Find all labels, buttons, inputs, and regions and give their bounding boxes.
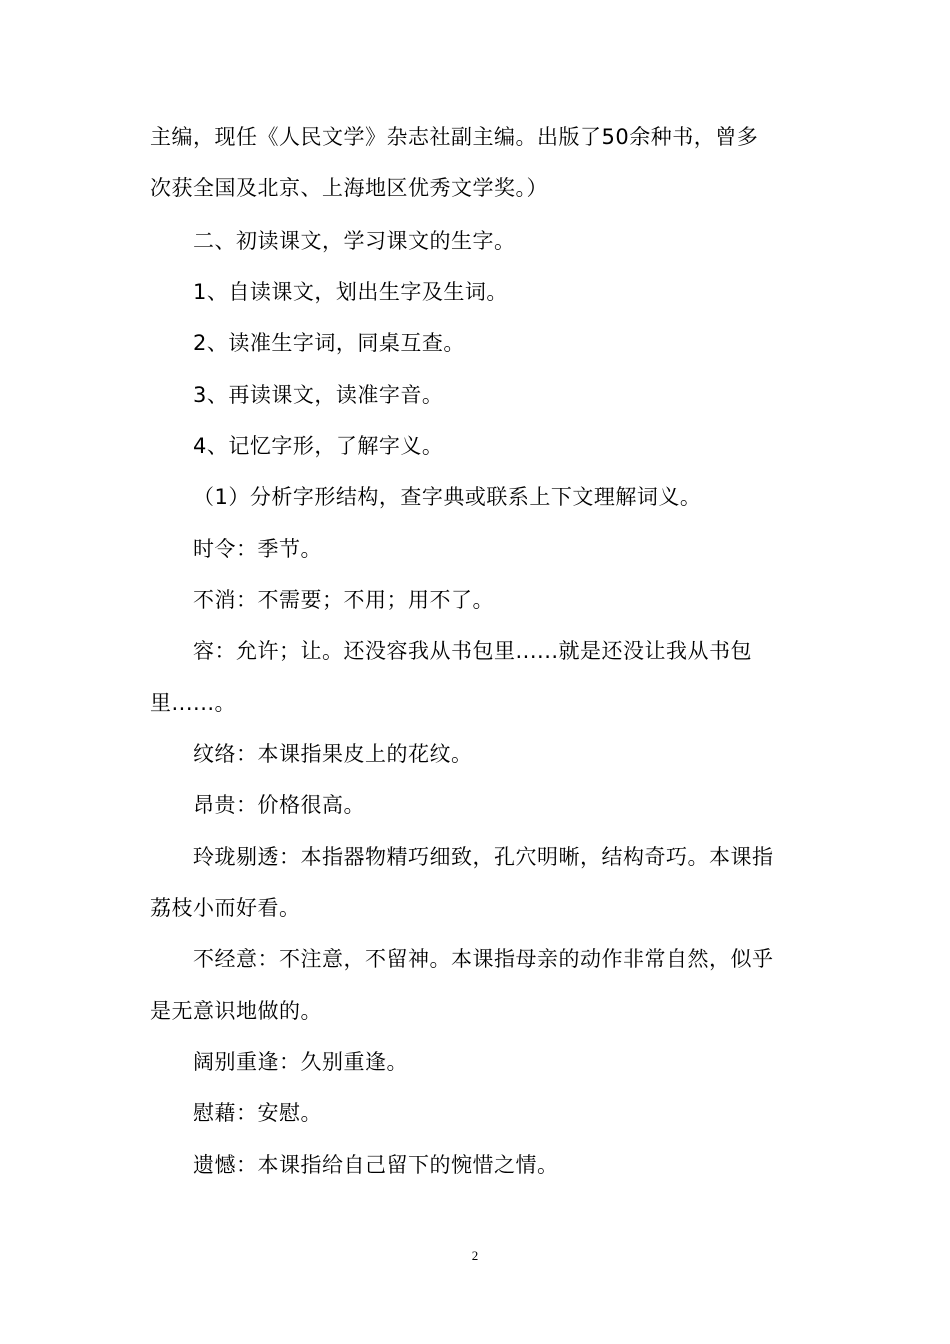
vocab-entry-continuation: 是无意识地做的。 [150, 999, 322, 1023]
vocab-entry: 时令：季节。 [193, 537, 322, 561]
vocab-entry: 慰藉：安慰。 [193, 1101, 322, 1125]
vocab-entry: 不经意：不注意，不留神。本课指母亲的动作非常自然，似乎 [193, 947, 774, 971]
vocab-entry: 昂贵：价格很高。 [193, 793, 365, 817]
list-item: 3、再读课文，读准字音。 [193, 383, 444, 407]
list-item: 2、读准生字词，同桌互查。 [193, 331, 465, 355]
list-item: 4、记忆字形，了解字义。 [193, 434, 444, 458]
vocab-entry-continuation: 荔枝小而好看。 [150, 896, 301, 920]
section-heading: 二、初读课文，学习课文的生字。 [193, 229, 516, 253]
vocab-entry-continuation: 里......。 [150, 691, 237, 715]
vocab-entry: 遗憾：本课指给自己留下的惋惜之情。 [193, 1153, 559, 1177]
vocab-entry: 纹络：本课指果皮上的花纹。 [193, 742, 473, 766]
text-line: 主编，现任《人民文学》杂志社副主编。出版了50余种书，曾多 [150, 125, 759, 149]
text-line: 次获全国及北京、上海地区优秀文学奖。） [150, 176, 548, 200]
vocab-entry: 不消：不需要；不用；用不了。 [193, 588, 494, 612]
page-number: 2 [471, 1248, 479, 1263]
vocab-entry: 玲珑剔透：本指器物精巧细致，孔穴明晰，结构奇巧。本课指 [193, 845, 774, 869]
sub-item: （1）分析字形结构，查字典或联系上下文理解词义。 [193, 485, 702, 509]
list-item: 1、自读课文，划出生字及生词。 [193, 280, 508, 304]
vocab-entry: 容：允许；让。还没容我从书包里......就是还没让我从书包 [193, 639, 753, 663]
vocab-entry: 阔别重逢：久别重逢。 [193, 1050, 408, 1074]
